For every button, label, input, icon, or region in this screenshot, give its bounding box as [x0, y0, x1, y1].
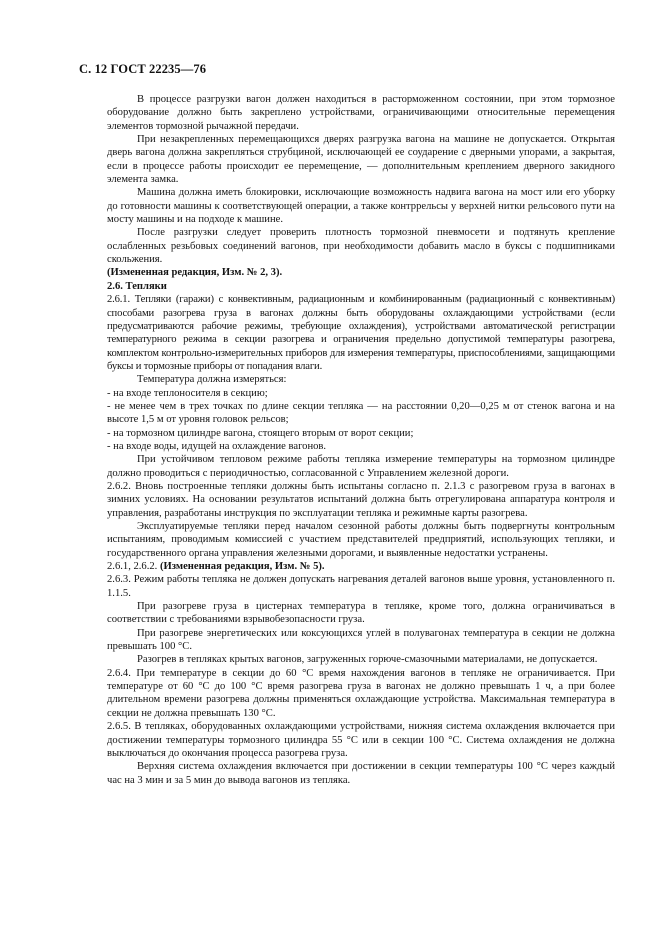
amendment-clauses: 2.6.1, 2.6.2.	[107, 561, 158, 573]
section-heading-text: 2.6. Тепляки	[107, 280, 167, 292]
paragraph: При незакрепленных перемещающихся дверях разгрузка вагона на машине не допускается. Открытая дверь вагона должна закрепляться струбциной, исключающей ее соударение с дверными упорами, а закрытая, если в процессе работы происходит ее перемещение, — дополнительным креплением дверного закидного элемента замка.	[107, 134, 615, 186]
section-heading	[107, 280, 615, 293]
paragraph: 2.6.1. Тепляки (гаражи) с конвективным, радиационным и комбинированным (радиационный с конвективным) способами разогрева груза в вагонах должны быть оборудованы охлаждающими устройствами (если предусматриваются рабочие режимы, требующие охлаждения), устройствами автоматической регистрации температурного режима в секции разогрева и ограничения предельно допустимой температуры разогрева, комплектом контрольно-измерительных приборов для измерения температуры, приспособлениями, защищающими буксы и тормозные приборы от попадания влаги.	[107, 294, 615, 372]
paragraph: 2.6.5. В тепляках, оборудованных охлаждающими устройствами, нижняя система охлаждения включается при достижении температуры тормозного цилиндра 55 °С или в секции 100 °С. Система охлаждения не должна выключаться до окончания процесса разогрева груза.	[107, 721, 615, 759]
amendment-note-text: (Измененная редакция, Изм. № 5).	[159, 561, 325, 573]
paragraph: 2.6.4. При температуре в секции до 60 °С время нахождения вагонов в тепляке не ограничивается. При температуре от 60 °С до 100 °С время разогрева груза в вагонах не должно превышать 1 ч, а при более длительном времени разогрева должны применяться охлаждающие устройства. Максимальная температура в секции не должна превышать 130 °С.	[107, 667, 615, 719]
paragraph: Машина должна иметь блокировки, исключающие возможность надвига вагона на мост или его уборку до готовности машины к соответствующей операции, а также контррельсы у верхней нитки рельсового пути на мосту машины и на подходе к машине.	[107, 187, 615, 226]
paragraph: При разогреве энергетических или коксующихся углей в полувагонах температура в секции не должна превышать 100 °С.	[107, 627, 615, 653]
paragraph: Эксплуатируемые тепляки перед началом сезонной работы должны быть подвергнуты контрольным испытаниям, проводимым комиссией с участием представителей предприятий, использующих тепляки, и государственного органа управления железными дорогами, и выявленные недостатки устранены.	[107, 521, 615, 559]
page-header: С. 12 ГОСТ 22235—76	[79, 62, 207, 76]
list-item: - на входе воды, идущей на охлаждение вагонов.	[107, 440, 327, 452]
paragraph: В процессе разгрузки вагон должен находиться в расторможенном состоянии, при этом тормозное оборудование должно быть закреплено устройствами, ограничивающими относительные перемещения элементов тормозной рычажной передачи.	[107, 94, 615, 132]
paragraph: Разогрев в тепляках крытых вагонов, загруженных горюче-смазочными материалами, не допускается.	[137, 654, 598, 666]
paragraph: После разгрузки следует проверить плотность тормозной пневмосети и подтянуть крепление ослабленных резьбовых соединений вагонов, при необходимости добавить масло в буксы с подшипниками скольжения.	[107, 227, 615, 266]
paragraph: 2.6.2. Вновь построенные тепляки должны быть испытаны согласно п. 2.1.3 с разогревом груза в вагонах в зимних условиях. На основании результатов испытаний должна быть отрегулирована аппаратура контроля и управления, разработаны инструкция по эксплуатации тепляка и режимные карты разогрева.	[107, 480, 615, 519]
amendment-note	[107, 560, 615, 573]
list-item: - на входе теплоносителя в секцию;	[107, 387, 268, 399]
list-item: - на тормозном цилиндре вагона, стоящего вторым от ворот секции;	[107, 427, 414, 439]
document-body	[107, 93, 615, 787]
paragraph: При устойчивом тепловом режиме работы тепляка измерение температуры на тормозном цилиндре должно проводиться с периодичностью, согласованной с Управлением железной дороги.	[107, 454, 615, 479]
amendment-note	[107, 266, 615, 279]
paragraph: Верхняя система охлаждения включается при достижении в секции температуры 100 °С через каждый час на 3 мин и за 5 мин до вывода вагонов из тепляка.	[107, 761, 615, 786]
paragraph: При разогреве груза в цистернах температура в тепляке, кроме того, должна ограничиваться в соответствии с требованиями взрывобезопасности груза.	[107, 601, 615, 626]
paragraph: 2.6.3. Режим работы тепляка не должен допускать нагревания деталей вагонов выше уровня, установленного п. 1.1.5.	[107, 574, 615, 599]
list-item: - не менее чем в трех точках по длине секции тепляка — на расстоянии 0,20—0,25 м от стенок вагона и на высоте 1,5 м от уровня головок рельсов;	[107, 400, 615, 426]
paragraph: Температура должна измеряться:	[137, 374, 287, 386]
amendment-note-text: (Измененная редакция, Изм. № 2, 3).	[107, 267, 283, 279]
